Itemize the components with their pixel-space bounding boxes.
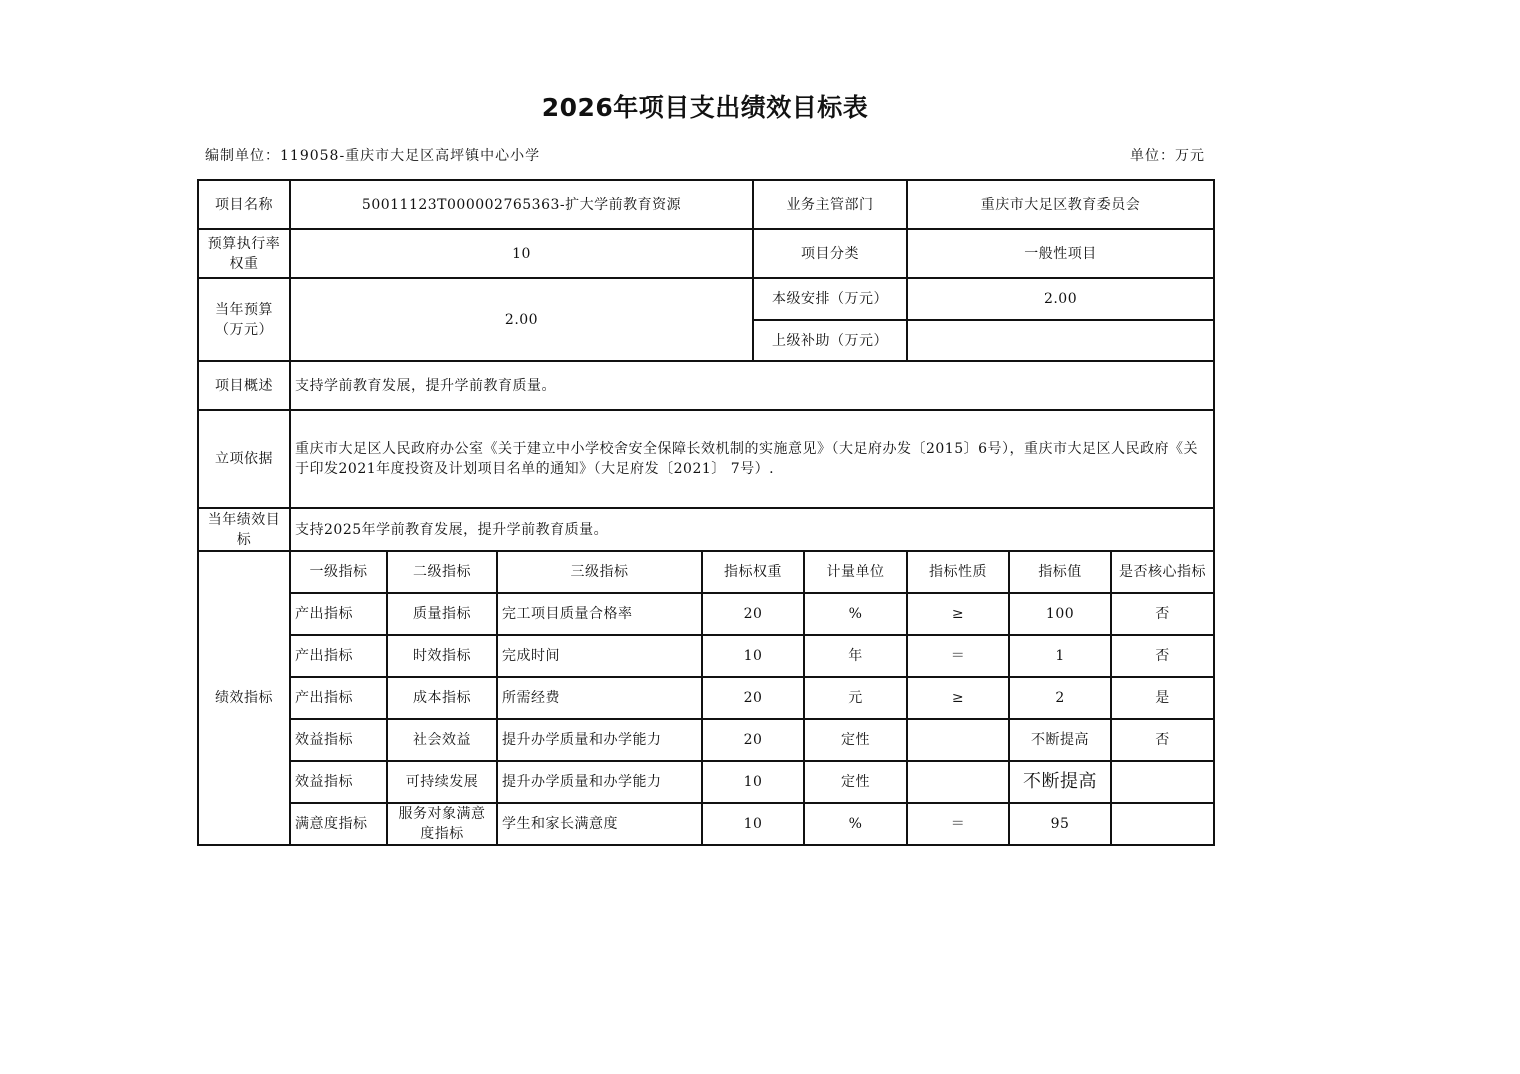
indicator-value: 不断提高 xyxy=(1009,761,1111,803)
indicator-level1: 效益指标 xyxy=(290,761,387,803)
indicator-level2: 可持续发展 xyxy=(387,761,497,803)
indicator-nature: ≥ xyxy=(907,677,1009,719)
upper-subsidy-label: 上级补助（万元） xyxy=(753,320,907,361)
overview-value: 支持学前教育发展，提升学前教育质量。 xyxy=(290,361,1214,410)
basis-label: 立项依据 xyxy=(198,410,290,508)
indicator-weight: 20 xyxy=(702,719,804,761)
weight-value: 10 xyxy=(290,229,753,278)
performance-target-table xyxy=(197,179,1215,846)
department-label: 业务主管部门 xyxy=(753,180,907,229)
indicator-weight: 10 xyxy=(702,761,804,803)
header-level1: 一级指标 xyxy=(290,551,387,593)
indicator-unit: % xyxy=(804,803,907,845)
indicator-row xyxy=(198,593,1214,635)
indicator-level1: 满意度指标 xyxy=(290,803,387,845)
header-weight: 指标权重 xyxy=(702,551,804,593)
page-title: 2026年项目支出绩效目标表 xyxy=(541,93,869,122)
currency-unit: 单位：万元 xyxy=(1130,148,1205,164)
indicator-level1: 产出指标 xyxy=(290,677,387,719)
indicator-nature: ≥ xyxy=(907,593,1009,635)
category-value: 一般性项目 xyxy=(907,229,1214,278)
indicator-core xyxy=(1111,803,1214,845)
indicator-nature: ＝ xyxy=(907,803,1009,845)
header-level2: 二级指标 xyxy=(387,551,497,593)
compiling-unit-label: 编制单位： xyxy=(205,148,280,164)
indicator-row xyxy=(198,635,1214,677)
header-nature: 指标性质 xyxy=(907,551,1009,593)
overview-label: 项目概述 xyxy=(198,361,290,410)
indicator-unit: 元 xyxy=(804,677,907,719)
indicator-level1: 效益指标 xyxy=(290,719,387,761)
indicator-level2: 社会效益 xyxy=(387,719,497,761)
row-overview xyxy=(198,361,1214,410)
indicator-nature: ＝ xyxy=(907,635,1009,677)
upper-subsidy-value xyxy=(907,320,1214,361)
row-budget-local xyxy=(198,278,1214,320)
indicator-unit: 年 xyxy=(804,635,907,677)
row-project-name xyxy=(198,180,1214,229)
weight-label: 预算执行率权重 xyxy=(198,229,290,278)
basis-value: 重庆市大足区人民政府办公室《关于建立中小学校舍安全保障长效机制的实施意见》（大足府办发〔2015〕6号），重庆市大足区人民政府《关于印发2021年度投资及计划项目名单的通知》（大足府发〔2021〕 7号）. xyxy=(290,410,1214,508)
compiling-unit-value: 119058-重庆市大足区高坪镇中心小学 xyxy=(280,148,541,164)
indicator-weight: 10 xyxy=(702,635,804,677)
indicator-value: 2 xyxy=(1009,677,1111,719)
indicator-row xyxy=(198,803,1214,845)
header-value: 指标值 xyxy=(1009,551,1111,593)
indicator-nature xyxy=(907,719,1009,761)
department-value: 重庆市大足区教育委员会 xyxy=(907,180,1214,229)
indicator-value: 不断提高 xyxy=(1009,719,1111,761)
project-name-value: 50011123T000002765363-扩大学前教育资源 xyxy=(290,180,753,229)
indicator-core: 否 xyxy=(1111,719,1214,761)
indicator-row xyxy=(198,761,1214,803)
indicator-level2: 服务对象满意度指标 xyxy=(387,803,497,845)
local-allocation-value: 2.00 xyxy=(907,278,1214,320)
compiling-unit xyxy=(205,145,540,165)
indicator-weight: 20 xyxy=(702,677,804,719)
indicator-level3: 完工项目质量合格率 xyxy=(497,593,702,635)
indicator-level1: 产出指标 xyxy=(290,593,387,635)
indicator-level3: 所需经费 xyxy=(497,677,702,719)
indicator-level2: 成本指标 xyxy=(387,677,497,719)
budget-value: 2.00 xyxy=(290,278,753,361)
indicator-value: 1 xyxy=(1009,635,1111,677)
local-allocation-label: 本级安排（万元） xyxy=(753,278,907,320)
row-weight xyxy=(198,229,1214,278)
indicator-unit: 定性 xyxy=(804,719,907,761)
indicator-level3: 提升办学质量和办学能力 xyxy=(497,761,702,803)
project-name-label: 项目名称 xyxy=(198,180,290,229)
indicator-unit: % xyxy=(804,593,907,635)
indicator-core xyxy=(1111,761,1214,803)
indicators-section-label: 绩效指标 xyxy=(198,551,290,845)
indicator-value: 95 xyxy=(1009,803,1111,845)
indicator-core: 否 xyxy=(1111,635,1214,677)
indicator-value: 100 xyxy=(1009,593,1111,635)
indicator-header-row xyxy=(198,551,1214,593)
row-goal xyxy=(198,508,1214,551)
goal-label: 当年绩效目标 xyxy=(198,508,290,551)
indicator-core: 是 xyxy=(1111,677,1214,719)
indicator-level3: 提升办学质量和办学能力 xyxy=(497,719,702,761)
indicator-weight: 10 xyxy=(702,803,804,845)
category-label: 项目分类 xyxy=(753,229,907,278)
indicator-row xyxy=(198,719,1214,761)
indicator-level2: 质量指标 xyxy=(387,593,497,635)
indicator-level1: 产出指标 xyxy=(290,635,387,677)
row-basis xyxy=(198,410,1214,508)
indicator-level3: 完成时间 xyxy=(497,635,702,677)
header-core: 是否核心指标 xyxy=(1111,551,1214,593)
indicator-core: 否 xyxy=(1111,593,1214,635)
header-unit: 计量单位 xyxy=(804,551,907,593)
indicator-nature xyxy=(907,761,1009,803)
header-level3: 三级指标 xyxy=(497,551,702,593)
indicator-row xyxy=(198,677,1214,719)
indicator-weight: 20 xyxy=(702,593,804,635)
indicator-level3: 学生和家长满意度 xyxy=(497,803,702,845)
indicator-level2: 时效指标 xyxy=(387,635,497,677)
budget-label: 当年预算（万元） xyxy=(198,278,290,361)
indicator-unit: 定性 xyxy=(804,761,907,803)
goal-value: 支持2025年学前教育发展，提升学前教育质量。 xyxy=(290,508,1214,551)
